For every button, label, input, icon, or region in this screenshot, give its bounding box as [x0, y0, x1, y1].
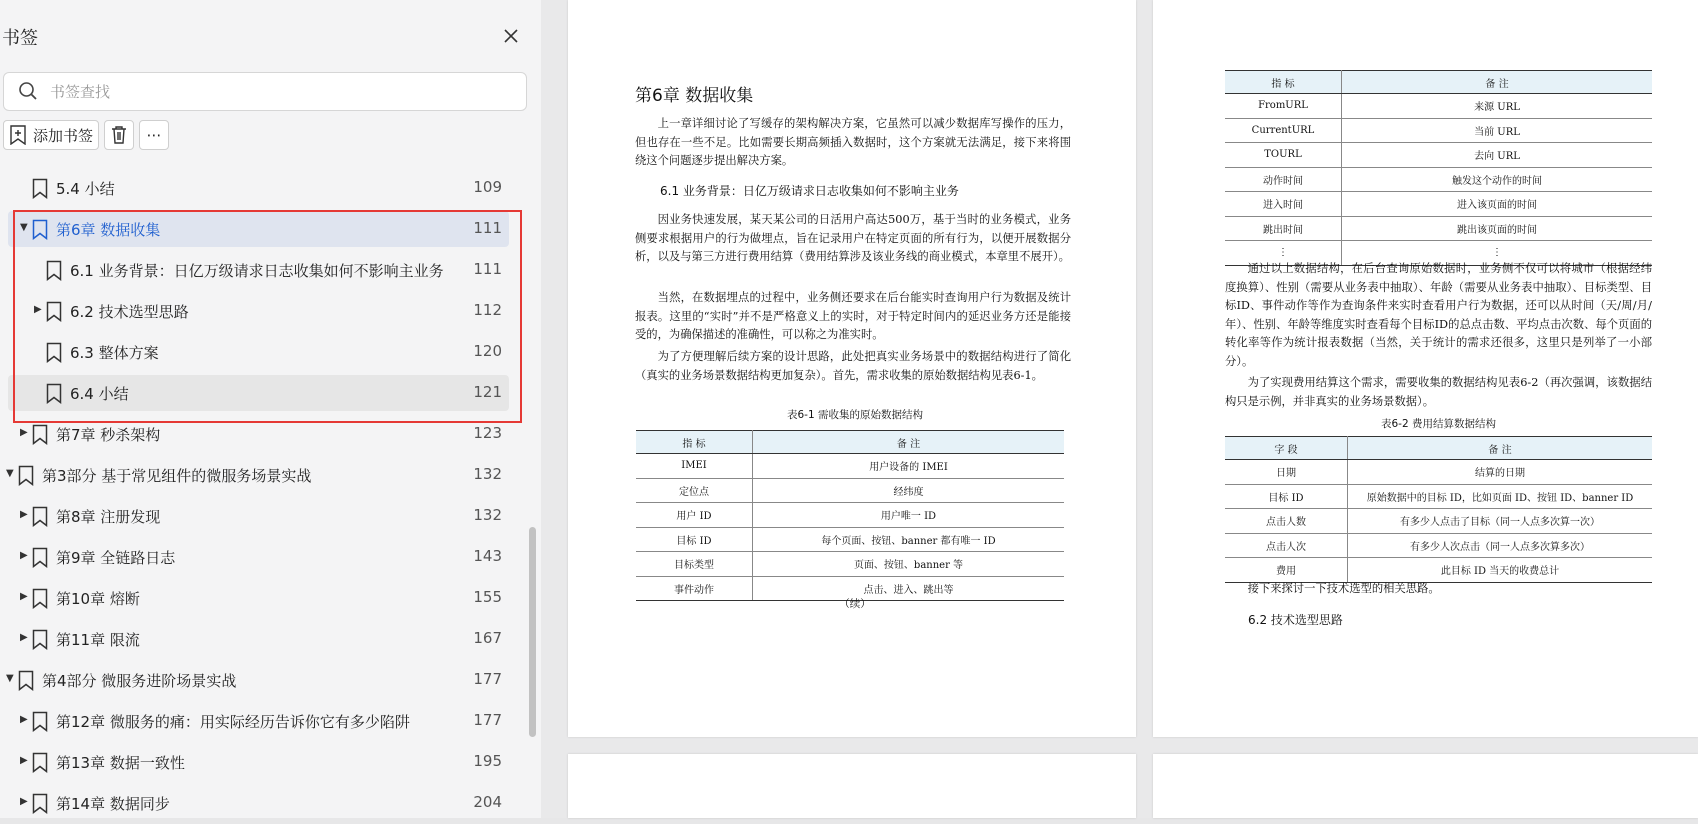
table-cell: 定位点 — [636, 478, 753, 503]
table-cell: 进入时间 — [1225, 192, 1342, 217]
table-cell: 跳出该页面的时间 — [1342, 216, 1653, 241]
bookmark-icon — [32, 547, 48, 568]
table-cell: 目标 ID — [636, 527, 753, 552]
table-row — [1225, 484, 1652, 509]
table-cell: 经纬度 — [753, 478, 1065, 503]
table-cell: 来源 URL — [1342, 94, 1653, 119]
table-row — [1225, 558, 1652, 583]
table-header: 备 注 — [1348, 437, 1653, 460]
bookmark-icon — [46, 342, 62, 363]
search-icon — [18, 81, 38, 101]
table-row — [1225, 460, 1652, 485]
expand-caret-icon[interactable]: ▶ — [20, 591, 28, 602]
bookmark-label: 第6章 数据收集 — [56, 221, 161, 239]
panel-title: 书签 — [2, 28, 38, 49]
section-title: 6.2 技术选型思路 — [1248, 613, 1343, 627]
table-row — [636, 478, 1064, 503]
paragraph: 因业务快速发展，某天某公司的日活用户高达500万，基于当时的业务模式，业务侧要求根据用户的行为做埋点，旨在记录用户在特定页面的所有行为，以便开展数据分析，以及与第三方进行费用结算（费用结算涉及该业务线的商业模式，本章里不展开）。 — [635, 213, 1071, 263]
bookmark-item[interactable] — [0, 660, 520, 701]
collapse-caret-icon[interactable]: ▼ — [6, 468, 14, 479]
section-title: 6.1 业务背景：日亿万级请求日志收集如何不影响主业务 — [660, 184, 959, 198]
table-cell: 目标类型 — [636, 552, 753, 577]
table-caption: 表6-2 费用结算数据结构 — [1381, 418, 1496, 430]
collapse-caret-icon[interactable]: ▼ — [20, 222, 28, 233]
table-cell: 触发这个动作的时间 — [1342, 167, 1653, 192]
bookmark-icon — [46, 383, 62, 404]
bookmark-item[interactable] — [0, 332, 520, 373]
table-header: 指 标 — [1225, 71, 1342, 94]
paragraph: 通过以上数据结构，在后台查询原始数据时，业务侧不仅可以将城市（根据经纬度换算）、性别（需要从业务表中抽取）、年龄（需要从业务表中抽取）、目标类型、目标ID、事件动作等作为查询条件来实时查看用户行为数据，还可以从时间（天/周/月/年）、性别、年龄等维度实时查看每个目标ID的总点击数、平均点击次数、每个页面的转化率等作为统计报表数据（当然，关于统计的需求还很多，这里只是列举了一小部分）。 — [1225, 262, 1652, 368]
add-bookmark-icon — [9, 125, 27, 145]
bookmark-icon — [18, 465, 34, 486]
table-header: 字 段 — [1225, 437, 1348, 460]
table-cell: 用户 ID — [636, 503, 753, 528]
bookmark-icon — [46, 301, 62, 322]
bookmark-page-number: 120 — [473, 342, 502, 360]
expand-caret-icon[interactable]: ▶ — [34, 304, 42, 315]
bookmark-label: 6.3 整体方案 — [70, 344, 159, 362]
table-cell: 用户设备的 IMEI — [753, 454, 1065, 479]
bookmark-page-number: 177 — [473, 711, 502, 729]
bookmark-icon — [46, 260, 62, 281]
table-row — [1225, 167, 1652, 192]
table-row — [1225, 533, 1652, 558]
table-cell: 有多少人点击了目标（同一人点多次算一次） — [1348, 509, 1653, 534]
bookmark-page-number: 132 — [473, 465, 502, 483]
expand-caret-icon[interactable]: ▶ — [20, 796, 28, 807]
table-caption: 表6-1 需收集的原始数据结构 — [787, 409, 923, 421]
bookmark-label: 第4部分 微服务进阶场景实战 — [42, 672, 237, 690]
table-cell: 有多少人次点击（同一人点多次算多次） — [1348, 533, 1653, 558]
table-cell: CurrentURL — [1225, 118, 1342, 143]
expand-caret-icon[interactable]: ▶ — [20, 755, 28, 766]
table-header: 指 标 — [636, 431, 753, 454]
bookmark-item[interactable] — [0, 619, 520, 660]
bookmark-page-number: 167 — [473, 629, 502, 647]
bookmark-item[interactable] — [0, 414, 520, 455]
bookmark-icon — [32, 424, 48, 445]
bookmark-page-number: 109 — [473, 178, 502, 196]
expand-caret-icon[interactable]: ▶ — [20, 632, 28, 643]
table-cell: 每个页面、按钮、banner 都有唯一 ID — [753, 527, 1065, 552]
expand-caret-icon[interactable]: ▶ — [20, 714, 28, 725]
paragraph: 为了方便理解后续方案的设计思路，此处把真实业务场景中的数据结构进行了简化（真实的业务场景数据结构更加复杂）。首先，需求收集的原始数据结构见表6-1。 — [635, 350, 1071, 382]
search-input[interactable] — [48, 80, 512, 104]
bookmark-page-number: 123 — [473, 424, 502, 442]
document-viewer — [541, 0, 1698, 818]
continued-label: （续） — [839, 598, 871, 610]
table-cell: 当前 URL — [1342, 118, 1653, 143]
table-cell: 进入该页面的时间 — [1342, 192, 1653, 217]
more-options-button[interactable] — [139, 120, 169, 150]
data-table — [1225, 436, 1652, 583]
expand-caret-icon[interactable]: ▶ — [20, 509, 28, 520]
chapter-title: 第6章 数据收集 — [635, 86, 754, 106]
bookmark-item[interactable] — [0, 742, 520, 783]
expand-caret-icon[interactable]: ▶ — [20, 550, 28, 561]
trash-icon — [110, 125, 128, 145]
bookmark-page-number: 143 — [473, 547, 502, 565]
table-cell: ⋮ — [1225, 241, 1342, 266]
bookmark-item[interactable] — [0, 578, 520, 619]
bookmark-icon — [32, 588, 48, 609]
bookmark-label: 第8章 注册发现 — [56, 508, 161, 526]
data-table — [636, 430, 1064, 601]
table-cell: 目标 ID — [1225, 484, 1348, 509]
table-header: 备 注 — [753, 431, 1065, 454]
bookmark-page-number: 177 — [473, 670, 502, 688]
bookmark-label: 6.1 业务背景：日亿万级请求日志收集如何不影响主业务 — [70, 262, 444, 280]
table-cell: 原始数据中的目标 ID，比如页面 ID、按钮 ID、banner ID — [1348, 484, 1653, 509]
table-cell: 页面、按钮、banner 等 — [753, 552, 1065, 577]
add-bookmark-label: 添加书签 — [32, 126, 93, 145]
bookmark-page-number: 132 — [473, 506, 502, 524]
bookmark-item[interactable] — [0, 209, 520, 250]
table-cell: TOURL — [1225, 143, 1342, 168]
paragraph: 为了实现费用结算这个需求，需要收集的数据结构见表6-2（再次强调，该数据结构只是示例，并非真实的业务场景数据）。 — [1225, 376, 1652, 408]
table-cell: 点击、进入、跳出等 — [753, 576, 1065, 601]
table-cell: IMEI — [636, 454, 753, 479]
more-icon: ⋯ — [146, 126, 162, 144]
bookmark-item[interactable] — [0, 537, 520, 578]
page-next-right — [1153, 754, 1698, 818]
bookmark-item[interactable] — [0, 455, 520, 496]
bookmark-icon — [32, 793, 48, 814]
bookmark-label: 第12章 微服务的痛：用实际经历告诉你它有多少陷阱 — [56, 713, 410, 731]
table-row — [636, 552, 1064, 577]
bookmark-icon — [32, 711, 48, 732]
bookmark-icon — [18, 670, 34, 691]
table-row — [1225, 192, 1652, 217]
bookmark-icon — [32, 219, 48, 240]
bookmark-icon — [32, 629, 48, 650]
page-left — [568, 0, 1136, 737]
table-header: 备 注 — [1342, 71, 1653, 94]
add-bookmark-button[interactable] — [3, 120, 99, 150]
bookmark-icon — [32, 506, 48, 527]
table-cell: 动作时间 — [1225, 167, 1342, 192]
paragraph: 上一章详细讨论了写缓存的架构解决方案，它虽然可以减少数据库写操作的压力，但也存在一些不足。比如需要长期高频插入数据时，这个方案就无法满足，接下来将围绕这个问题逐步提出解决方案。 — [635, 117, 1071, 167]
table-row — [636, 503, 1064, 528]
bookmark-page-number: 195 — [473, 752, 502, 770]
close-icon[interactable] — [503, 28, 519, 44]
bookmark-search[interactable] — [3, 72, 527, 111]
bookmark-item[interactable] — [0, 250, 520, 291]
expand-caret-icon[interactable]: ▶ — [20, 427, 28, 438]
table-row — [1225, 143, 1652, 168]
bookmark-page-number: 111 — [473, 219, 502, 237]
bookmark-panel — [0, 0, 542, 818]
table-cell: ⋮ — [1342, 241, 1653, 266]
table-cell: 费用 — [1225, 558, 1348, 583]
paragraph: 当然，在数据埋点的过程中，业务侧还要求在后台能实时查询用户行为数据及统计报表。这里的“实时”并不是严格意义上的实时，对于特定时间内的延迟业务方还是能接受的，为确保描述的准确性，可以称之为准实时。 — [635, 291, 1071, 341]
table-row — [1225, 118, 1652, 143]
bookmark-item[interactable] — [0, 496, 520, 537]
bookmark-page-number: 155 — [473, 588, 502, 606]
bookmark-label: 第7章 秒杀架构 — [56, 426, 161, 444]
data-table — [1225, 70, 1652, 266]
bookmark-label: 第13章 数据一致性 — [56, 754, 185, 772]
table-cell: 跳出时间 — [1225, 216, 1342, 241]
delete-bookmark-button[interactable] — [104, 120, 134, 150]
table-row — [1225, 94, 1652, 119]
bookmark-page-number: 204 — [473, 793, 502, 811]
bookmark-label: 第10章 熔断 — [56, 590, 140, 608]
table-row — [1225, 216, 1652, 241]
bookmark-icon — [32, 752, 48, 773]
table-cell: 此目标 ID 当天的收费总计 — [1348, 558, 1653, 583]
bookmark-page-number: 112 — [473, 301, 502, 319]
bookmark-item[interactable] — [0, 701, 520, 742]
table-cell: 点击人次 — [1225, 533, 1348, 558]
bookmark-label: 第9章 全链路日志 — [56, 549, 176, 567]
panel-header — [0, 22, 541, 52]
bookmark-icon — [32, 178, 48, 199]
bookmark-label: 第3部分 基于常见组件的微服务场景实战 — [42, 467, 312, 485]
table-cell: 点击人数 — [1225, 509, 1348, 534]
bookmark-label: 6.4 小结 — [70, 385, 129, 403]
scrollbar-thumb[interactable] — [529, 527, 536, 737]
bookmark-label: 5.4 小结 — [56, 180, 115, 198]
table-cell: FromURL — [1225, 94, 1342, 119]
table-cell: 结算的日期 — [1348, 460, 1653, 485]
bookmark-page-number: 121 — [473, 383, 502, 401]
table-cell: 日期 — [1225, 460, 1348, 485]
table-cell: 事件动作 — [636, 576, 753, 601]
bookmark-label: 第11章 限流 — [56, 631, 140, 649]
table-row — [636, 527, 1064, 552]
bookmark-page-number: 111 — [473, 260, 502, 278]
bookmark-label: 第14章 数据同步 — [56, 795, 170, 813]
bookmark-item[interactable] — [0, 168, 520, 209]
table-row — [1225, 509, 1652, 534]
paragraph: 接下来探讨一下技术选型的相关思路。 — [1247, 582, 1440, 595]
table-cell: 用户唯一 ID — [753, 503, 1065, 528]
bookmark-label: 6.2 技术选型思路 — [70, 303, 189, 321]
collapse-caret-icon[interactable]: ▼ — [6, 673, 14, 684]
bookmark-item[interactable] — [0, 291, 520, 332]
page-right — [1153, 0, 1698, 737]
bookmark-item[interactable] — [0, 373, 520, 414]
table-cell: 去向 URL — [1342, 143, 1653, 168]
page-next-left — [568, 754, 1136, 818]
table-row — [636, 454, 1064, 479]
